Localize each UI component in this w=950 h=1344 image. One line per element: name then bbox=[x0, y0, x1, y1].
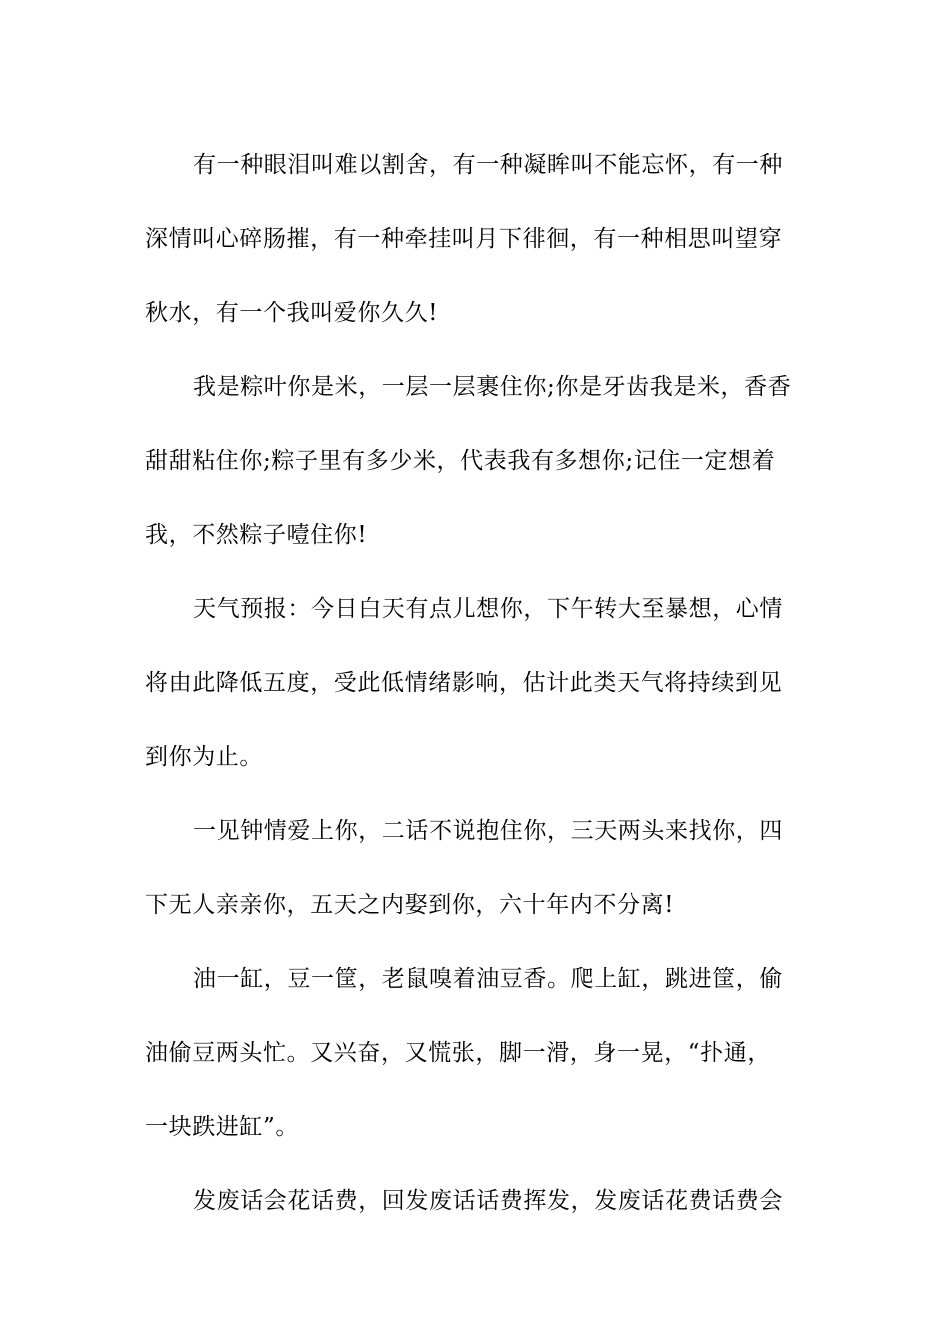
text-line: 我是粽叶你是米，一层一层裹住你;你是牙齿我是米，香香 bbox=[193, 374, 792, 400]
text-line: 天气预报：今日白天有点儿想你，下午转大至暴想，心情 bbox=[193, 596, 783, 622]
paragraph-1 bbox=[145, 128, 807, 350]
text-line: 秋水，有一个我叫爱你久久! bbox=[145, 300, 439, 326]
text-line: 甜甜粘住你;粽子里有多少米，代表我有多想你;记住一定想着 bbox=[145, 448, 776, 474]
paragraph-3 bbox=[145, 572, 807, 794]
text-line: 一块跌进缸”。 bbox=[145, 1114, 299, 1140]
text-line: 油一缸，豆一筐，老鼠嗅着油豆香。爬上缸，跳进筐，偷 bbox=[193, 966, 783, 992]
text-line: 将由此降低五度，受此低情绪影响，估计此类天气将持续到见 bbox=[145, 670, 783, 696]
text-line: 一见钟情爱上你，二话不说抱住你，三天两头来找你，四 bbox=[193, 818, 783, 844]
text-line: 深情叫心碎肠摧，有一种牵挂叫月下徘徊，有一种相思叫望穿 bbox=[145, 226, 783, 252]
text-line: 有一种眼泪叫难以割舍，有一种凝眸叫不能忘怀，有一种 bbox=[193, 152, 783, 178]
paragraph-6 bbox=[145, 1164, 807, 1238]
text-line: 到你为止。 bbox=[145, 744, 263, 770]
text-line: 油偷豆两头忙。又兴奋，又慌张，脚一滑，身一晃，“扑通， bbox=[145, 1040, 771, 1066]
text-line: 我，不然粽子噎住你! bbox=[145, 522, 368, 548]
paragraph-4 bbox=[145, 794, 807, 942]
text-line: 下无人亲亲你，五天之内娶到你，六十年内不分离! bbox=[145, 892, 675, 918]
text-line: 发废话会花话费，回发废话话费挥发，发废话花费话费会 bbox=[193, 1188, 783, 1214]
paragraph-2 bbox=[145, 350, 807, 572]
paragraph-5 bbox=[145, 942, 807, 1164]
document-body bbox=[145, 128, 807, 1238]
